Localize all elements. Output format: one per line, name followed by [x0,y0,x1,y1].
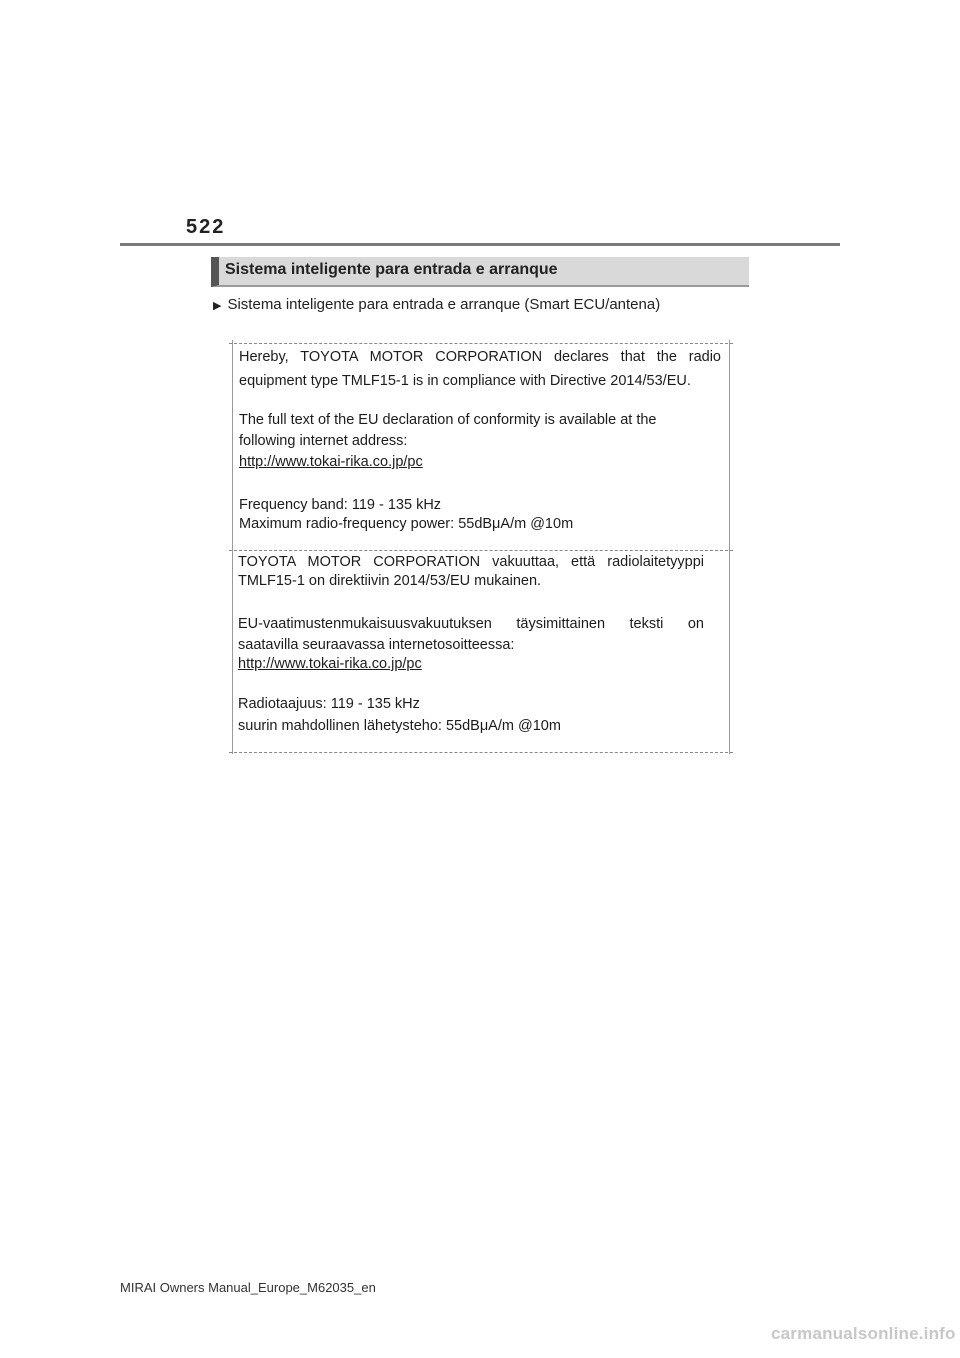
section-title: Sistema inteligente para entrada e arranque [225,261,558,278]
bullet-arrow-icon: ▶ [213,300,222,312]
label-border-left [232,340,233,754]
watermark: carmanualsonline.info [771,1324,956,1343]
label-fi-line1: TOYOTA MOTOR CORPORATION vakuuttaa, että radiolaitetyyppi [238,554,704,570]
label-fi-line5: Radiotaajuus: 119 - 135 kHz [238,696,420,712]
label-fi-line6: suurin mahdollinen lähetysteho: 55dBμA/m @10m [238,718,561,734]
label-en-line1: Hereby, TOYOTA MOTOR CORPORATION declares that the radio [239,349,721,365]
label-fi-line3: EU-vaatimustenmukaisuusvakuutuksen täysimittainen teksti on [238,616,704,632]
label-en-line4: following internet address: [239,433,408,449]
label-en-line3: The full text of the EU declaration of conformity is available at the [239,412,657,428]
label-en-line6: Maximum radio-frequency power: 55dBμA/m @10m [239,516,574,532]
label-border-bottom [229,752,733,753]
label-fi-url: http://www.tokai-rika.co.jp/pc [238,656,422,672]
page-number: 522 [186,216,226,238]
label-divider [229,550,733,551]
label-fi-line2: TMLF15-1 on direktiivin 2014/53/EU mukainen. [238,573,542,589]
label-en-line2: equipment type TMLF15-1 is in compliance with Directive 2014/53/EU. [239,373,691,389]
bullet-item [213,296,660,313]
compliance-label-image [229,340,733,754]
label-fi-line4: saatavilla seuraavassa internetosoitteessa: [238,637,515,653]
top-rule [120,243,840,246]
bullet-text: Sistema inteligente para entrada e arranque (Smart ECU/antena) [227,296,661,313]
label-en-line5: Frequency band: 119 - 135 kHz [239,497,442,513]
footer-manual-id: MIRAI Owners Manual_Europe_M62035_en [120,1280,376,1295]
label-border-top [229,343,733,344]
label-border-right [729,340,730,754]
section-header [211,257,749,287]
label-en-url: http://www.tokai-rika.co.jp/pc [239,454,423,470]
